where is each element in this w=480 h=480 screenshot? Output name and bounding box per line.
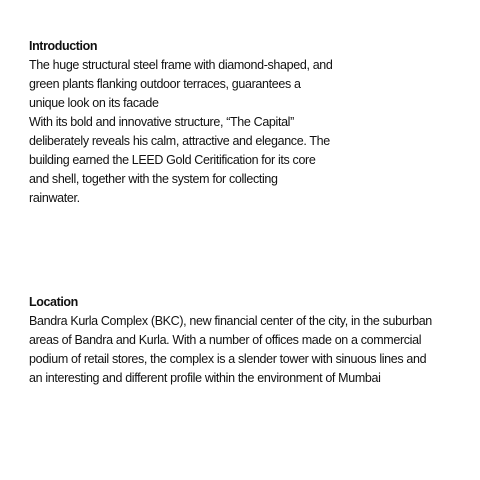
introduction-section bbox=[29, 37, 333, 208]
introduction-line: building earned the LEED Gold Ceritification for its core bbox=[29, 153, 316, 167]
location-line: podium of retail stores, the complex is a slender tower with sinuous lines and bbox=[29, 352, 427, 366]
introduction-line: With its bold and innovative structure, “The Capital” bbox=[29, 115, 294, 129]
introduction-line: and shell, together with the system for collecting bbox=[29, 172, 278, 186]
introduction-line: green plants flanking outdoor terraces, guarantees a bbox=[29, 77, 301, 91]
location-heading: Location bbox=[29, 295, 78, 309]
introduction-line: deliberately reveals his calm, attractive and elegance. The bbox=[29, 134, 330, 148]
introduction-line: The huge structural steel frame with diamond-shaped, and bbox=[29, 58, 333, 72]
location-line: Bandra Kurla Complex (BKC), new financial center of the city, in the suburban bbox=[29, 314, 432, 328]
location-line: an interesting and different profile within the environment of Mumbai bbox=[29, 371, 381, 385]
location-line: areas of Bandra and Kurla. With a number of offices made on a commercial bbox=[29, 333, 422, 347]
introduction-line: unique look on its facade bbox=[29, 96, 159, 110]
location-section bbox=[29, 293, 432, 388]
introduction-line: rainwater. bbox=[29, 191, 80, 205]
introduction-heading: Introduction bbox=[29, 39, 98, 53]
